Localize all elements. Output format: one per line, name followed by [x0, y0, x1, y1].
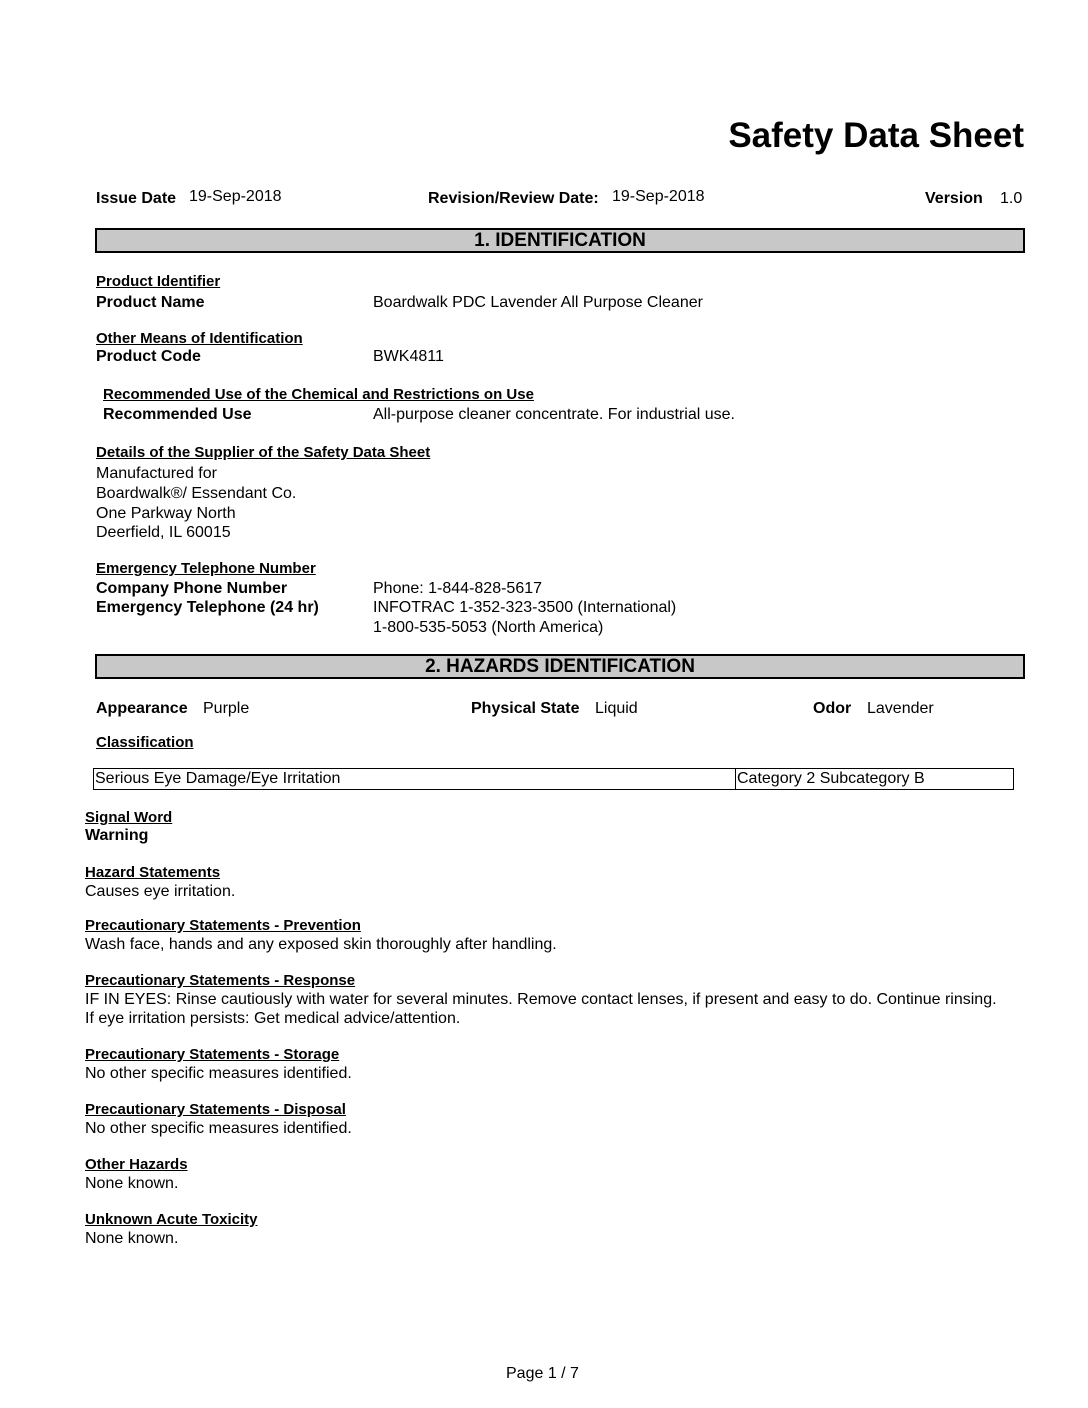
odor-value: Lavender	[867, 700, 934, 717]
other-means-heading: Other Means of Identification	[96, 330, 303, 347]
section-2-title: 2. HAZARDS IDENTIFICATION	[425, 656, 695, 677]
supplier-line: One Parkway North	[96, 505, 236, 522]
revision-date-label: Revision/Review Date:	[428, 190, 599, 207]
signal-word-value: Warning	[85, 827, 149, 844]
odor-label: Odor	[813, 700, 852, 717]
emergency-phone-value: INFOTRAC 1-352-323-3500 (International)	[373, 599, 677, 616]
supplier-heading: Details of the Supplier of the Safety Data Sheet	[96, 444, 431, 461]
document-title: Safety Data Sheet	[728, 116, 1024, 155]
response-text: IF IN EYES: Rinse cautiously with water for several minutes. Remove contact lenses, if present and easy to do. Continue rinsing.	[85, 991, 997, 1008]
issue-date-value: 19-Sep-2018	[189, 188, 282, 205]
disposal-heading: Precautionary Statements - Disposal	[85, 1101, 346, 1118]
response-heading: Precautionary Statements - Response	[85, 972, 356, 989]
emergency-phone-value: 1-800-535-5053 (North America)	[373, 619, 604, 636]
section-1-title: 1. IDENTIFICATION	[474, 230, 646, 251]
physical-state-value: Liquid	[595, 700, 638, 717]
classification-hazard-cell: Serious Eye Damage/Eye Irritation	[94, 769, 736, 789]
prevention-text: Wash face, hands and any exposed skin thoroughly after handling.	[85, 936, 557, 953]
company-phone-label: Company Phone Number	[96, 580, 288, 597]
version-value: 1.0	[1000, 190, 1023, 207]
signal-word-heading: Signal Word	[85, 809, 173, 826]
disposal-text: No other specific measures identified.	[85, 1120, 352, 1137]
product-code-label: Product Code	[96, 348, 201, 365]
storage-heading: Precautionary Statements - Storage	[85, 1046, 340, 1063]
response-text: If eye irritation persists: Get medical advice/attention.	[85, 1010, 461, 1027]
other-hazards-heading: Other Hazards	[85, 1156, 188, 1173]
product-code-value: BWK4811	[373, 348, 444, 365]
product-name-value: Boardwalk PDC Lavender All Purpose Cleaner	[373, 294, 703, 311]
hazard-statements-heading: Hazard Statements	[85, 864, 221, 881]
supplier-line: Deerfield, IL 60015	[96, 524, 231, 541]
supplier-line: Manufactured for	[96, 465, 217, 482]
issue-date-label: Issue Date	[96, 190, 177, 207]
other-hazards-text: None known.	[85, 1175, 179, 1192]
classification-category-cell: Category 2 Subcategory B	[737, 770, 925, 787]
acute-toxicity-text: None known.	[85, 1230, 179, 1247]
revision-date-value: 19-Sep-2018	[612, 188, 705, 205]
emergency-phone-label: Emergency Telephone (24 hr)	[96, 599, 319, 616]
physical-state-label: Physical State	[471, 700, 580, 717]
product-identifier-heading: Product Identifier	[96, 273, 221, 290]
section-2-header	[95, 654, 1025, 679]
storage-text: No other specific measures identified.	[85, 1065, 352, 1082]
classification-table	[93, 768, 1014, 790]
prevention-heading: Precautionary Statements - Prevention	[85, 917, 361, 934]
supplier-line: Boardwalk®/ Essendant Co.	[96, 485, 297, 502]
company-phone-value: Phone: 1-844-828-5617	[373, 580, 543, 597]
hazard-statements-text: Causes eye irritation.	[85, 883, 236, 900]
recommended-use-heading: Recommended Use of the Chemical and Restrictions on Use	[103, 386, 534, 403]
section-1-header	[95, 228, 1025, 253]
recommended-use-label: Recommended Use	[103, 406, 252, 423]
emergency-heading: Emergency Telephone Number	[96, 560, 316, 577]
classification-heading: Classification	[96, 734, 194, 751]
appearance-value: Purple	[203, 700, 250, 717]
appearance-label: Appearance	[96, 700, 188, 717]
acute-toxicity-heading: Unknown Acute Toxicity	[85, 1211, 258, 1228]
page-number: Page 1 / 7	[506, 1365, 579, 1382]
product-name-label: Product Name	[96, 294, 205, 311]
version-label: Version	[925, 190, 983, 207]
recommended-use-value: All-purpose cleaner concentrate. For industrial use.	[373, 406, 735, 423]
